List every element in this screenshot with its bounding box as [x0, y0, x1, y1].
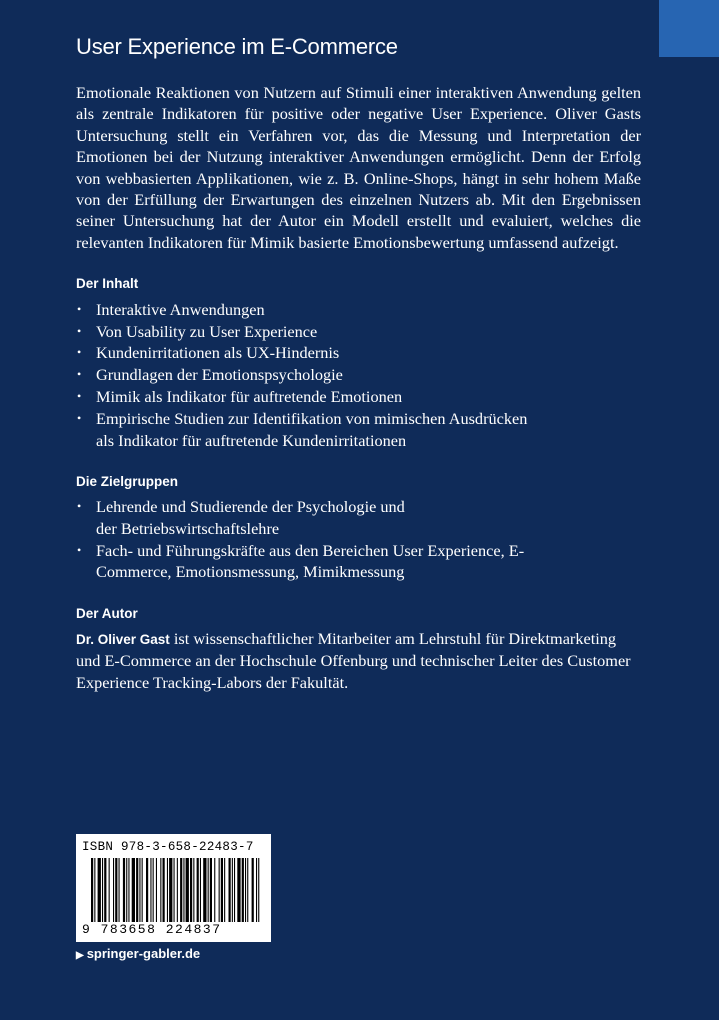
publisher-url: springer-gabler.de	[86, 946, 201, 961]
author-info	[76, 628, 641, 693]
author-name: Dr. Oliver Gast	[76, 631, 170, 647]
list-item: • Empirische Studien zur Identifikation von mimischen Ausdrücken als Indikator für auftretende Kundenirritationen	[76, 408, 536, 451]
inhalt-heading: Der Inhalt	[76, 276, 139, 292]
book-title: User Experience im E-Commerce	[76, 34, 398, 59]
inhalt-list	[76, 299, 641, 451]
list-item: • Interaktive Anwendungen	[76, 299, 641, 320]
barcode-digits: 9 783658 224837	[82, 922, 222, 937]
author-bio: ist wissenschaftlicher Mitarbeiter am Lehrstuhl für Direktmarketing und E-Commerce an der Hochschule Offenburg und technischer Leiter des Customer Experience Tracking-Labors der Fakultät.	[76, 628, 631, 692]
corner-accent-block	[659, 0, 719, 57]
list-item: • Lehrende und Studierende der Psychologie und der Betriebswirtschaftslehre	[76, 496, 406, 539]
zielgruppen-heading: Die Zielgruppen	[76, 474, 179, 489]
zielgruppen-list	[76, 496, 641, 582]
list-item: • Grundlagen der Emotionspsychologie	[76, 364, 641, 385]
isbn-barcode	[76, 834, 271, 942]
isbn-label: ISBN 978-3-658-22483-7	[82, 840, 254, 854]
list-item: • Von Usability zu User Experience	[76, 321, 641, 342]
publisher-link[interactable]	[76, 946, 200, 961]
list-item: • Mimik als Indikator für auftretende Emotionen	[76, 386, 641, 407]
intro-paragraph: Emotionale Reaktionen von Nutzern auf Stimuli einer interaktiven Anwendung gelten als zentrale Indikatoren für positive oder negative User Experience. Oliver Gasts Untersuchung stellt ein Verfahren vor, das die Messung und Interpretation der Emotionen bei der Nutzung interaktiver Anwendungen ermöglicht. Denn der Erfolg von webbasierten Applikationen, wie z. B. Online-Shops, hängt in sehr hohem Maße von der Erfüllung der Erwartungen des einzelnen Nutzers ab. Mit den Ergebnissen seiner Untersuchung hat der Autor ein Modell erstellt und evaluiert, welches die relevanten Indikatoren für Mimik basierte Emotionsbewertung umfassend aufzeigt.	[76, 83, 641, 252]
author-bio-paragraph	[76, 628, 641, 693]
autor-heading: Der Autor	[76, 605, 138, 621]
triangle-right-icon: ▶	[76, 950, 84, 961]
list-item: • Fach- und Führungskräfte aus den Bereichen User Experience, E-Commerce, Emotionsmessung, Mimikmessung	[76, 540, 546, 583]
back-cover-text	[76, 82, 641, 693]
barcode-bars	[91, 858, 261, 922]
list-item: • Kundenirritationen als UX-Hindernis	[76, 342, 641, 363]
